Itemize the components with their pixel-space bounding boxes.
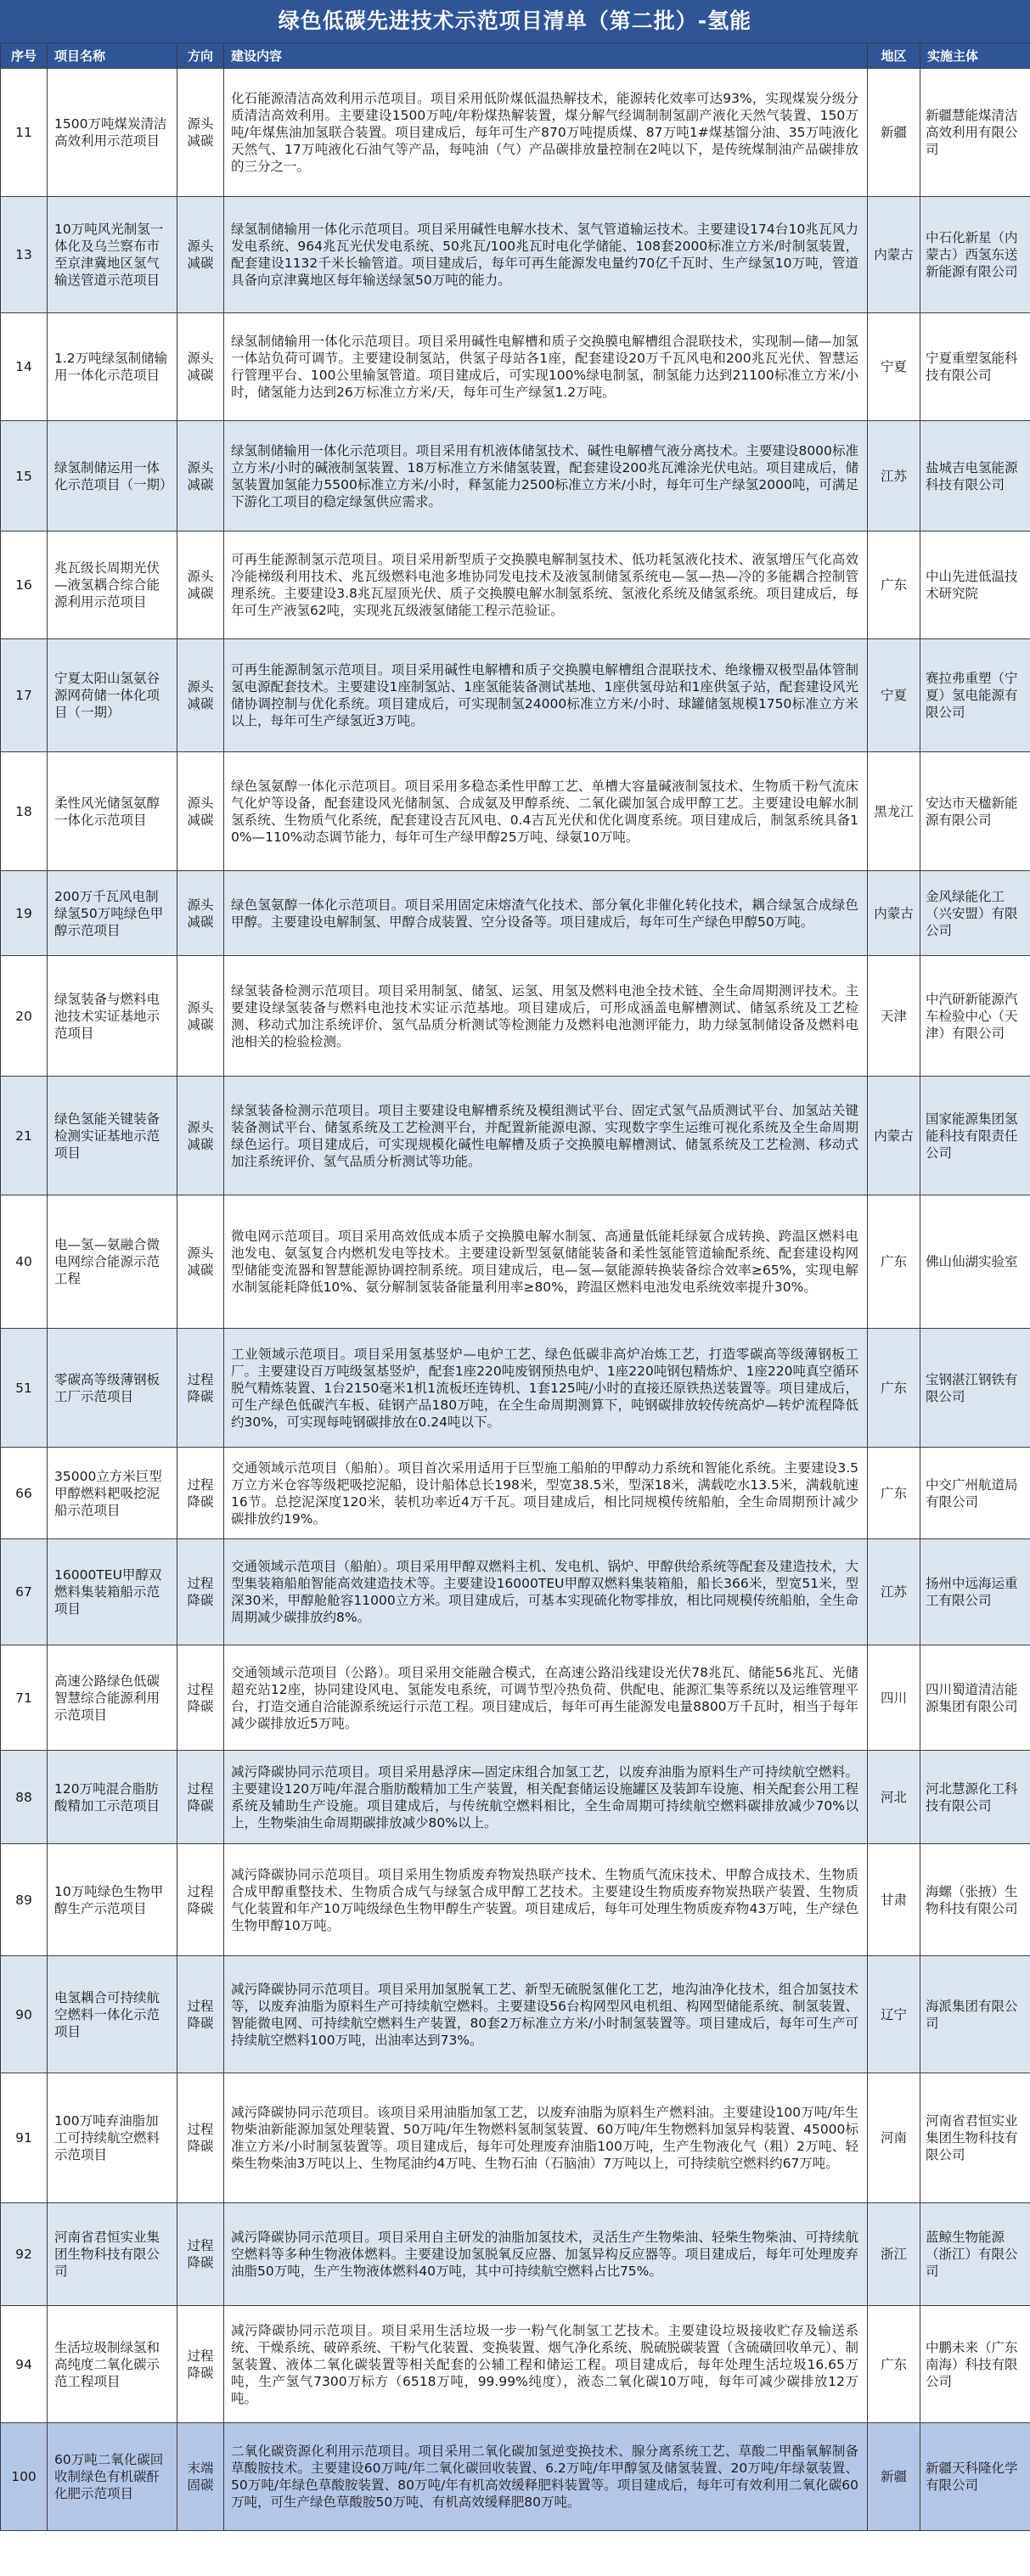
cell-direction: 过程降碳 <box>177 1645 224 1751</box>
cell-direction: 过程降碳 <box>177 1956 224 2073</box>
cell-content: 绿氢制储输用一体化示范项目。项目采用有机液体储氢技术、碱性电解槽气液分离技术。主要建设8000标准立方米/小时的碱液制氢装置、18万标准立方米储氢装置，配套建设200兆瓦滩涂光伏电站。项目建成后，储氢装置加氢能力5500标准立方米/小时，释氢能力2500标准立方米/小时，每年可生产绿氢2000吨，可满足下游化工项目的稳定绿氢供应需求。 <box>224 421 868 532</box>
cell-content: 绿氢制储输用一体化示范项目。项目采用碱性电解槽和质子交换膜电解槽组合混联技术，实现制—储—加氢一体站负荷可调节。主要建设制氢站，供氢子母站各1座，配套建设20万千瓦风电和200兆瓦光伏、智慧运行管理平台、100公里输氢管道。项目建成后，可实现100%绿电制氢，制氢能力达到21100标准立方米/小时，储氢能力达到26万标准立方米/天，每年可生产绿氢1.2万吨。 <box>224 313 868 421</box>
cell-entity: 河北慧源化工科技有限公司 <box>920 1751 1030 1844</box>
cell-entity: 海螺（张掖）生物科技有限公司 <box>920 1844 1030 1956</box>
cell-region: 宁夏 <box>868 313 920 421</box>
cell-region: 内蒙古 <box>868 197 920 313</box>
cell-name: 生活垃圾制绿氢和高纯度二氧化碳示范工程项目 <box>48 2306 177 2423</box>
cell-no: 100 <box>1 2423 48 2531</box>
cell-direction: 源头减碳 <box>177 421 224 532</box>
cell-name: 绿氢装备与燃料电池技术实证基地示范项目 <box>48 956 177 1077</box>
table-row <box>1 1645 1030 1751</box>
cell-direction: 源头减碳 <box>177 197 224 313</box>
cell-region: 江苏 <box>868 421 920 532</box>
cell-name: 1.2万吨绿氢制储输用一体化示范项目 <box>48 313 177 421</box>
cell-name: 零碳高等级薄钢板工厂示范项目 <box>48 1329 177 1448</box>
cell-region: 宁夏 <box>868 639 920 752</box>
table-row <box>1 1844 1030 1956</box>
cell-entity: 河南省君恒实业集团生物科技有限公司 <box>920 2073 1030 2203</box>
cell-content: 绿氢装备检测示范项目。项目主要建设电解槽系统及模组测试平台、固定式氢气品质测试平台、加氢站关键装备测试平台、储氢系统及工艺检测平台，并配置新能源电源、实现数字孪生运维可视化系统及全生命周期绿色运行。项目建成后，可实现规模化碱性电解槽及质子交换膜电解槽测试、储氢系统及工艺检测、移动式加注系统评价、氢气品质分析测试等功能。 <box>224 1077 868 1195</box>
header-entity: 实施主体 <box>920 43 1030 69</box>
cell-direction: 过程降碳 <box>177 2203 224 2306</box>
cell-name: 绿色氢能关键装备检测实证基地示范项目 <box>48 1077 177 1195</box>
cell-name: 10万吨绿色生物甲醇生产示范项目 <box>48 1844 177 1956</box>
cell-no: 16 <box>1 532 48 639</box>
table-row <box>1 1077 1030 1195</box>
cell-direction: 过程降碳 <box>177 2073 224 2203</box>
cell-entity: 中汽研新能源汽车检验中心（天津）有限公司 <box>920 956 1030 1077</box>
cell-entity: 中山先进低温技术研究院 <box>920 532 1030 639</box>
cell-region: 新疆 <box>868 69 920 197</box>
cell-direction: 源头减碳 <box>177 752 224 871</box>
table-row <box>1 1539 1030 1645</box>
cell-content: 可再生能源制氢示范项目。项目采用新型质子交换膜电解制氢技术、低功耗氢液化技术、液氢增压气化高效冷能梯级利用技术、兆瓦级燃料电池多堆协同发电技术及液氢制储氢系统电—氢—热—冷的多能耦合控制管理系统。主要建设3.8兆瓦屋顶光伏、质子交换膜电解水制氢系统、氢液化系统及储氢系统。项目建成后，每年可生产液氢62吨，实现兆瓦级液氢储能工程示范验证。 <box>224 532 868 639</box>
cell-region: 江苏 <box>868 1539 920 1645</box>
cell-entity: 国家能源集团氢能科技有限责任公司 <box>920 1077 1030 1195</box>
cell-content: 绿氢装备检测示范项目。项目采用制氢、储氢、运氢、用氢及燃料电池全技术链、全生命周期测评技术。主要建设绿氢装备与燃料电池技术实证示范基地。项目建成后，可形成涵盖电解槽测试、储氢系统及工艺检测、移动式加注系统评价、氢气品质分析测试等检测能力及燃料电池测评能力，助力绿氢制储设备及燃料电池相关的检验检测。 <box>224 956 868 1077</box>
cell-region: 广东 <box>868 1195 920 1329</box>
cell-direction: 过程降碳 <box>177 1448 224 1539</box>
cell-name: 兆瓦级长周期光伏—液氢耦合综合能源利用示范项目 <box>48 532 177 639</box>
table-header-row <box>1 43 1030 69</box>
cell-content: 可再生能源制氢示范项目。项目采用碱性电解槽和质子交换膜电解槽组合混联技术、绝缘栅双极型晶体管制氢电源配套技术。主要建设1座制氢站、1座氢能装备测试基地、1座供氢母站和1座供氢子站，配套建设风光储协调控制与优化系统。项目建成后，可实现制氢24000标准立方米/小时、球罐储氢规模1750标准立方米以上，每年可生产绿氢近3万吨。 <box>224 639 868 752</box>
table-row <box>1 532 1030 639</box>
cell-entity: 金风绿能化工（兴安盟）有限公司 <box>920 871 1030 956</box>
cell-name: 电—氢—氨融合微电网综合能源示范工程 <box>48 1195 177 1329</box>
cell-content: 减污降碳协同示范项目。该项目采用油脂加氢工艺，以废弃油脂为原料生产燃料油。主要建设100万吨/年生物柴油新能源加氢处理装置、50万吨/年生物燃料氢制氢装置、60万吨/年生物燃料加氢异构装置、45000标准立方米/小时制氢装置等。项目建成后，每年可处理废弃油脂100万吨，生产生物液化气（粗）2万吨、轻柴生物柴油3万吨以上、生物尾油约4万吨、生物石油（石脑油）7万吨以上，可持续航空燃料约67万吨。 <box>224 2073 868 2203</box>
cell-no: 89 <box>1 1844 48 1956</box>
table-row <box>1 2203 1030 2306</box>
table-row <box>1 1751 1030 1844</box>
cell-direction: 过程降碳 <box>177 1751 224 1844</box>
cell-name: 35000立方米巨型甲醇燃料耙吸挖泥船示范项目 <box>48 1448 177 1539</box>
cell-region: 天津 <box>868 956 920 1077</box>
cell-content: 化石能源清洁高效利用示范项目。项目采用低阶煤低温热解技术，能源转化效率可达93%，实现煤炭分级分质清洁高效利用。主要建设1500万吨/年粉煤热解装置，煤分解气经调制制氢副产液化天然气装置、150万吨/年煤焦油加氢联合装置。项目建成后，每年可生产870万吨提质煤、87万吨1#煤基馏分油、35万吨液化天然气、17万吨液化石油气等产品，每吨油（气）产品碳排放量控制在2吨以下，是传统煤制油产品碳排放的三分之一。 <box>224 69 868 197</box>
table-row <box>1 752 1030 871</box>
cell-direction: 过程降碳 <box>177 1844 224 1956</box>
cell-name: 宁夏太阳山氢氨谷源网荷储一体化项目（一期） <box>48 639 177 752</box>
table-row <box>1 313 1030 421</box>
table-row <box>1 871 1030 956</box>
cell-region: 河南 <box>868 2073 920 2203</box>
cell-no: 88 <box>1 1751 48 1844</box>
cell-entity: 四川蜀道清洁能源集团有限公司 <box>920 1645 1030 1751</box>
header-no: 序号 <box>1 43 48 69</box>
cell-region: 甘肃 <box>868 1844 920 1956</box>
cell-direction: 源头减碳 <box>177 956 224 1077</box>
cell-name: 高速公路绿色低碳智慧综合能源利用示范项目 <box>48 1645 177 1751</box>
cell-name: 柔性风光储氢氨醇一体化示范项目 <box>48 752 177 871</box>
cell-content: 绿色氢氨醇一体化示范项目。项目采用多稳态柔性甲醇工艺、单槽大容量碱液制氢技术、生物质干粉气流床气化炉等设备，配套建设风光储制氢、合成氨及甲醇系统、二氧化碳加氢合成甲醇工艺。主要建设电解水制氢系统、生物质气化系统，配套建设吉瓦风电、0.4吉瓦光伏和优化调度系统。项目建成后，制氢系统具备10%—110%动态调节能力，每年可生产绿甲醇25万吨、绿氨10万吨。 <box>224 752 868 871</box>
cell-content: 减污降碳协同示范项目。项目采用生物质废弃物炭热联产技术、生物质气流床技术、甲醇合成技术、生物质合成甲醇重整技术、生物质合成气与绿氢合成甲醇工艺技术。主要建设生物质废弃物炭热联产装置、生物质气化装置和年产10万吨级绿色生物甲醇生产装置。项目建成后，每年可处理生物质废弃物43万吨，生产绿色生物甲醇10万吨。 <box>224 1844 868 1956</box>
cell-entity: 宝钢湛江钢铁有限公司 <box>920 1329 1030 1448</box>
table-row <box>1 2306 1030 2423</box>
cell-region: 广东 <box>868 1329 920 1448</box>
table-row <box>1 2073 1030 2203</box>
table-row <box>1 2423 1030 2531</box>
table-row <box>1 1195 1030 1329</box>
cell-no: 66 <box>1 1448 48 1539</box>
cell-content: 减污降碳协同示范项目。项目采用自主研发的油脂加氢技术，灵活生产生物柴油、轻柴生物柴油、可持续航空燃料等多种生物液体燃料。主要建设加氢脱氧反应器、加氢异构反应器等。项目建成后，每年可处理废弃油脂50万吨，生产生物液体燃料40万吨，其中可持续航空燃料占比75%。 <box>224 2203 868 2306</box>
cell-content: 二氧化碳资源化利用示范项目。项目采用二氧化碳加氢逆变换技术、腺分离系统工艺、草酸二甲酯氧解制备草酸胺技术。主要建设60万吨/年二氧化碳回收装置、6.2万吨/年甲醇氢及储氢装置、20万吨/年绿氨装置、50万吨/年绿色草酸胺装置、80万吨/年有机高效缓释肥料装置等。项目建成后，每年可有效利用二氧化碳60万吨，可生产绿色草酸胺50万吨、有机高效缓释肥80万吨。 <box>224 2423 868 2531</box>
cell-no: 13 <box>1 197 48 313</box>
cell-no: 90 <box>1 1956 48 2073</box>
cell-no: 19 <box>1 871 48 956</box>
cell-no: 91 <box>1 2073 48 2203</box>
cell-entity: 海派集团有限公司 <box>920 1956 1030 2073</box>
cell-entity: 安达市天楹新能源有限公司 <box>920 752 1030 871</box>
cell-direction: 源头减碳 <box>177 1195 224 1329</box>
cell-entity: 扬州中远海运重工有限公司 <box>920 1539 1030 1645</box>
cell-name: 100万吨弃油脂加工可持续航空燃料示范项目 <box>48 2073 177 2203</box>
cell-content: 交通领域示范项目（船舶）。项目采用甲醇双燃料主机、发电机、锅炉、甲醇供给系统等配套及建造技术，大型集装箱船舶智能高效建造技术等。主要建设16000TEU甲醇双燃料集装箱船，船长366米，型宽51米，型深30米，甲醇舱舱容11000立方米。项目建成后，可基本实现硫化物零排放，相比同规模传统船舶，全生命周期减少碳排放约8%。 <box>224 1539 868 1645</box>
cell-name: 绿氢制储运用一体化示范项目（一期） <box>48 421 177 532</box>
cell-entity: 赛拉弗重塑（宁夏）氢电能源有限公司 <box>920 639 1030 752</box>
cell-entity: 新疆慧能煤清洁高效利用有限公司 <box>920 69 1030 197</box>
cell-region: 浙江 <box>868 2203 920 2306</box>
table-row <box>1 956 1030 1077</box>
cell-region: 广东 <box>868 1448 920 1539</box>
header-region: 地区 <box>868 43 920 69</box>
cell-region: 河北 <box>868 1751 920 1844</box>
cell-region: 辽宁 <box>868 1956 920 2073</box>
cell-region: 广东 <box>868 2306 920 2423</box>
cell-entity: 中石化新星（内蒙古）西氢东送新能源有限公司 <box>920 197 1030 313</box>
cell-name: 1500万吨煤炭清洁高效利用示范项目 <box>48 69 177 197</box>
cell-region: 新疆 <box>868 2423 920 2531</box>
cell-content: 减污降碳协同示范项目。项目采用生活垃圾一步一粉气化制氢工艺技术。主要建设垃圾接收贮存及输送系统、干燥系统、破碎系统、干粉气化装置、变换装置、烟气净化系统、脱硫脱碳装置（含硫磺回收单元）、制氢装置、液体二氧化碳装置等相关配套的公辅工程和储运工程。项目建成后，每年处理生活垃圾16.65万吨，生产氢气7300万标方（6518万吨，99.99%纯度），液态二氧化碳10万吨，每年可减少碳排放12万吨。 <box>224 2306 868 2423</box>
cell-direction: 源头减碳 <box>177 532 224 639</box>
cell-entity: 佛山仙湖实验室 <box>920 1195 1030 1329</box>
cell-direction: 过程降碳 <box>177 1539 224 1645</box>
table-row <box>1 1329 1030 1448</box>
cell-no: 14 <box>1 313 48 421</box>
table-row <box>1 197 1030 313</box>
cell-no: 11 <box>1 69 48 197</box>
cell-entity: 中交广州航道局有限公司 <box>920 1448 1030 1539</box>
cell-name: 60万吨二氧化碳回收制绿色有机碳酐化肥示范项目 <box>48 2423 177 2531</box>
cell-content: 交通领域示范项目（船舶）。项目首次采用适用于巨型施工船舶的甲醇动力系统和智能化系统。主要建设3.5万立方米仓容等级耙吸挖泥船，设计船体总长198米，型宽38.5米，型深18米，满载吃水13.5米，满载航速16节。总挖泥深度120米，装机功率近4万千瓦。项目建成后，相比同规模传统船舶，全生命周期预计减少碳排放约19%。 <box>224 1448 868 1539</box>
header-name: 项目名称 <box>48 43 177 69</box>
cell-content: 微电网示范项目。项目采用高效低成本质子交换膜电解水制氢、高通量低能耗绿氨合成转换、跨温区燃料电池发电、氨氢复合内燃机发电等技术。主要建设新型氢氨储能装备和柔性氢能管道输配系统、配套建设构网型储能变流器和智慧能源协调控制系统。项目建成后，电—氢—氨能源转换装备综合效率≥65%，实现电解水制氢能耗降低10%、氨分解制氢装备能量利用率≥80%，跨温区燃料电池发电系统效率提升30%。 <box>224 1195 868 1329</box>
table-row <box>1 421 1030 532</box>
cell-name: 河南省君恒实业集团生物科技有限公司 <box>48 2203 177 2306</box>
cell-no: 51 <box>1 1329 48 1448</box>
table-row <box>1 1448 1030 1539</box>
cell-region: 内蒙古 <box>868 871 920 956</box>
cell-region: 黑龙江 <box>868 752 920 871</box>
header-direction: 方向 <box>177 43 224 69</box>
cell-no: 20 <box>1 956 48 1077</box>
cell-region: 广东 <box>868 532 920 639</box>
cell-name: 10万吨风光制氢一体化及乌兰察布市至京津冀地区氢气输送管道示范项目 <box>48 197 177 313</box>
cell-entity: 新疆天科隆化学有限公司 <box>920 2423 1030 2531</box>
cell-direction: 源头减碳 <box>177 313 224 421</box>
cell-entity: 中鹏未来（广东南海）科技有限公司 <box>920 2306 1030 2423</box>
cell-content: 绿氢制储输用一体化示范项目。项目采用碱性电解水技术、氢气管道输运技术。主要建设174台10兆瓦风力发电系统、964兆瓦光伏发电系统、50兆瓦/100兆瓦时电化学储能、108套2000标准立方米/时制氢装置，配套建设1132千米长输管道。项目建成后，每年可再生能源发电量约70亿千瓦时、生产绿氢10万吨，管道具备向京津冀地区每年输送绿氢50万吨的能力。 <box>224 197 868 313</box>
cell-entity: 宁夏重塑氢能科技有限公司 <box>920 313 1030 421</box>
cell-name: 120万吨混合脂肪酸精加工示范项目 <box>48 1751 177 1844</box>
table-row <box>1 639 1030 752</box>
cell-no: 67 <box>1 1539 48 1645</box>
cell-entity: 蓝鲸生物能源（浙江）有限公司 <box>920 2203 1030 2306</box>
cell-direction: 末端固碳 <box>177 2423 224 2531</box>
cell-name: 电氢耦合可持续航空燃料一体化示范项目 <box>48 1956 177 2073</box>
header-content: 建设内容 <box>224 43 868 69</box>
cell-content: 绿色氢氨醇一体化示范项目。项目采用固定床熔渣气化技术、部分氧化非催化转化技术，耦合绿氢合成绿色甲醇。主要建设电解制氢、甲醇合成装置、空分设备等。项目建成后，每年可生产绿色甲醇50万吨。 <box>224 871 868 956</box>
cell-direction: 源头减碳 <box>177 871 224 956</box>
cell-no: 94 <box>1 2306 48 2423</box>
cell-content: 交通领域示范项目（公路）。项目采用交能融合模式，在高速公路沿线建设光伏78兆瓦、储能56兆瓦、光储超充站12座，协同建设风电、氢能发电系统，可调节型冷热负荷、供配电、能源汇集等系统以及运维管理平台，打造交通自洽能源系统运行示范工程。项目建成后，每年可再生能源发电量8800万千瓦时，相当于每年减少碳排放近5万吨。 <box>224 1645 868 1751</box>
page-title: 绿色低碳先进技术示范项目清单（第二批）-氢能 <box>0 0 1030 42</box>
cell-region: 四川 <box>868 1645 920 1751</box>
cell-name: 16000TEU甲醇双燃料集装箱船示范项目 <box>48 1539 177 1645</box>
cell-no: 17 <box>1 639 48 752</box>
cell-no: 71 <box>1 1645 48 1751</box>
cell-direction: 源头减碳 <box>177 69 224 197</box>
cell-no: 15 <box>1 421 48 532</box>
cell-region: 内蒙古 <box>868 1077 920 1195</box>
cell-no: 21 <box>1 1077 48 1195</box>
cell-name: 200万千瓦风电制绿氢50万吨绿色甲醇示范项目 <box>48 871 177 956</box>
cell-content: 工业领域示范项目。项目采用氢基竖炉—电炉工艺、绿色低碳非高炉冶炼工艺，打造零碳高等级薄钢板工厂。主要建设百万吨级氢基竖炉，配套1座220吨废钢预热电炉、1座220吨钢包精炼炉、1座220吨真空循环脱气精炼装置、1台2150毫米1机1流板坯连铸机、1套125吨/小时的直接还原铁热送装置等。项目建成后，可生产绿色低碳汽车板、硅钢产品180万吨，在全生命周期测算下，吨钢碳排放较传统高炉—转炉流程降低约30%，可实现每吨钢碳排放在0.24吨以下。 <box>224 1329 868 1448</box>
cell-no: 18 <box>1 752 48 871</box>
cell-content: 减污降碳协同示范项目。项目采用悬浮床—固定床组合加氢工艺，以废弃油脂为原料生产可持续航空燃料。主要建设120万吨/年混合脂肪酸精加工生产装置，相关配套储运设施罐区及装卸车设施、相关配套公用工程系统及辅助生产设施。项目建成后，与传统航空燃料相比，全生命周期可持续航空燃料碳排放减少70%以上，生物柴油生命周期碳排放减少80%以上。 <box>224 1751 868 1844</box>
table-row <box>1 1956 1030 2073</box>
cell-entity: 盐城吉电氢能源科技有限公司 <box>920 421 1030 532</box>
cell-no: 92 <box>1 2203 48 2306</box>
cell-direction: 过程降碳 <box>177 2306 224 2423</box>
cell-direction: 源头减碳 <box>177 639 224 752</box>
cell-direction: 源头减碳 <box>177 1077 224 1195</box>
project-table <box>0 42 1030 2531</box>
cell-direction: 过程降碳 <box>177 1329 224 1448</box>
cell-no: 40 <box>1 1195 48 1329</box>
cell-content: 减污降碳协同示范项目。项目采用加氢脱氧工艺、新型无硫脱氢催化工艺，地沟油净化技术，组合加氢技术等，以废弃油脂为原料生产可持续航空燃料。主要建设56台构网型风电机组、构网型储能系统、制氢装置、智能微电网、可持续航空燃料生产装置，80套2万标准立方米/小时制氢装置等。项目建成后，每年可生产可持续航空燃料100万吨，出油率达到73%。 <box>224 1956 868 2073</box>
table-row <box>1 69 1030 197</box>
